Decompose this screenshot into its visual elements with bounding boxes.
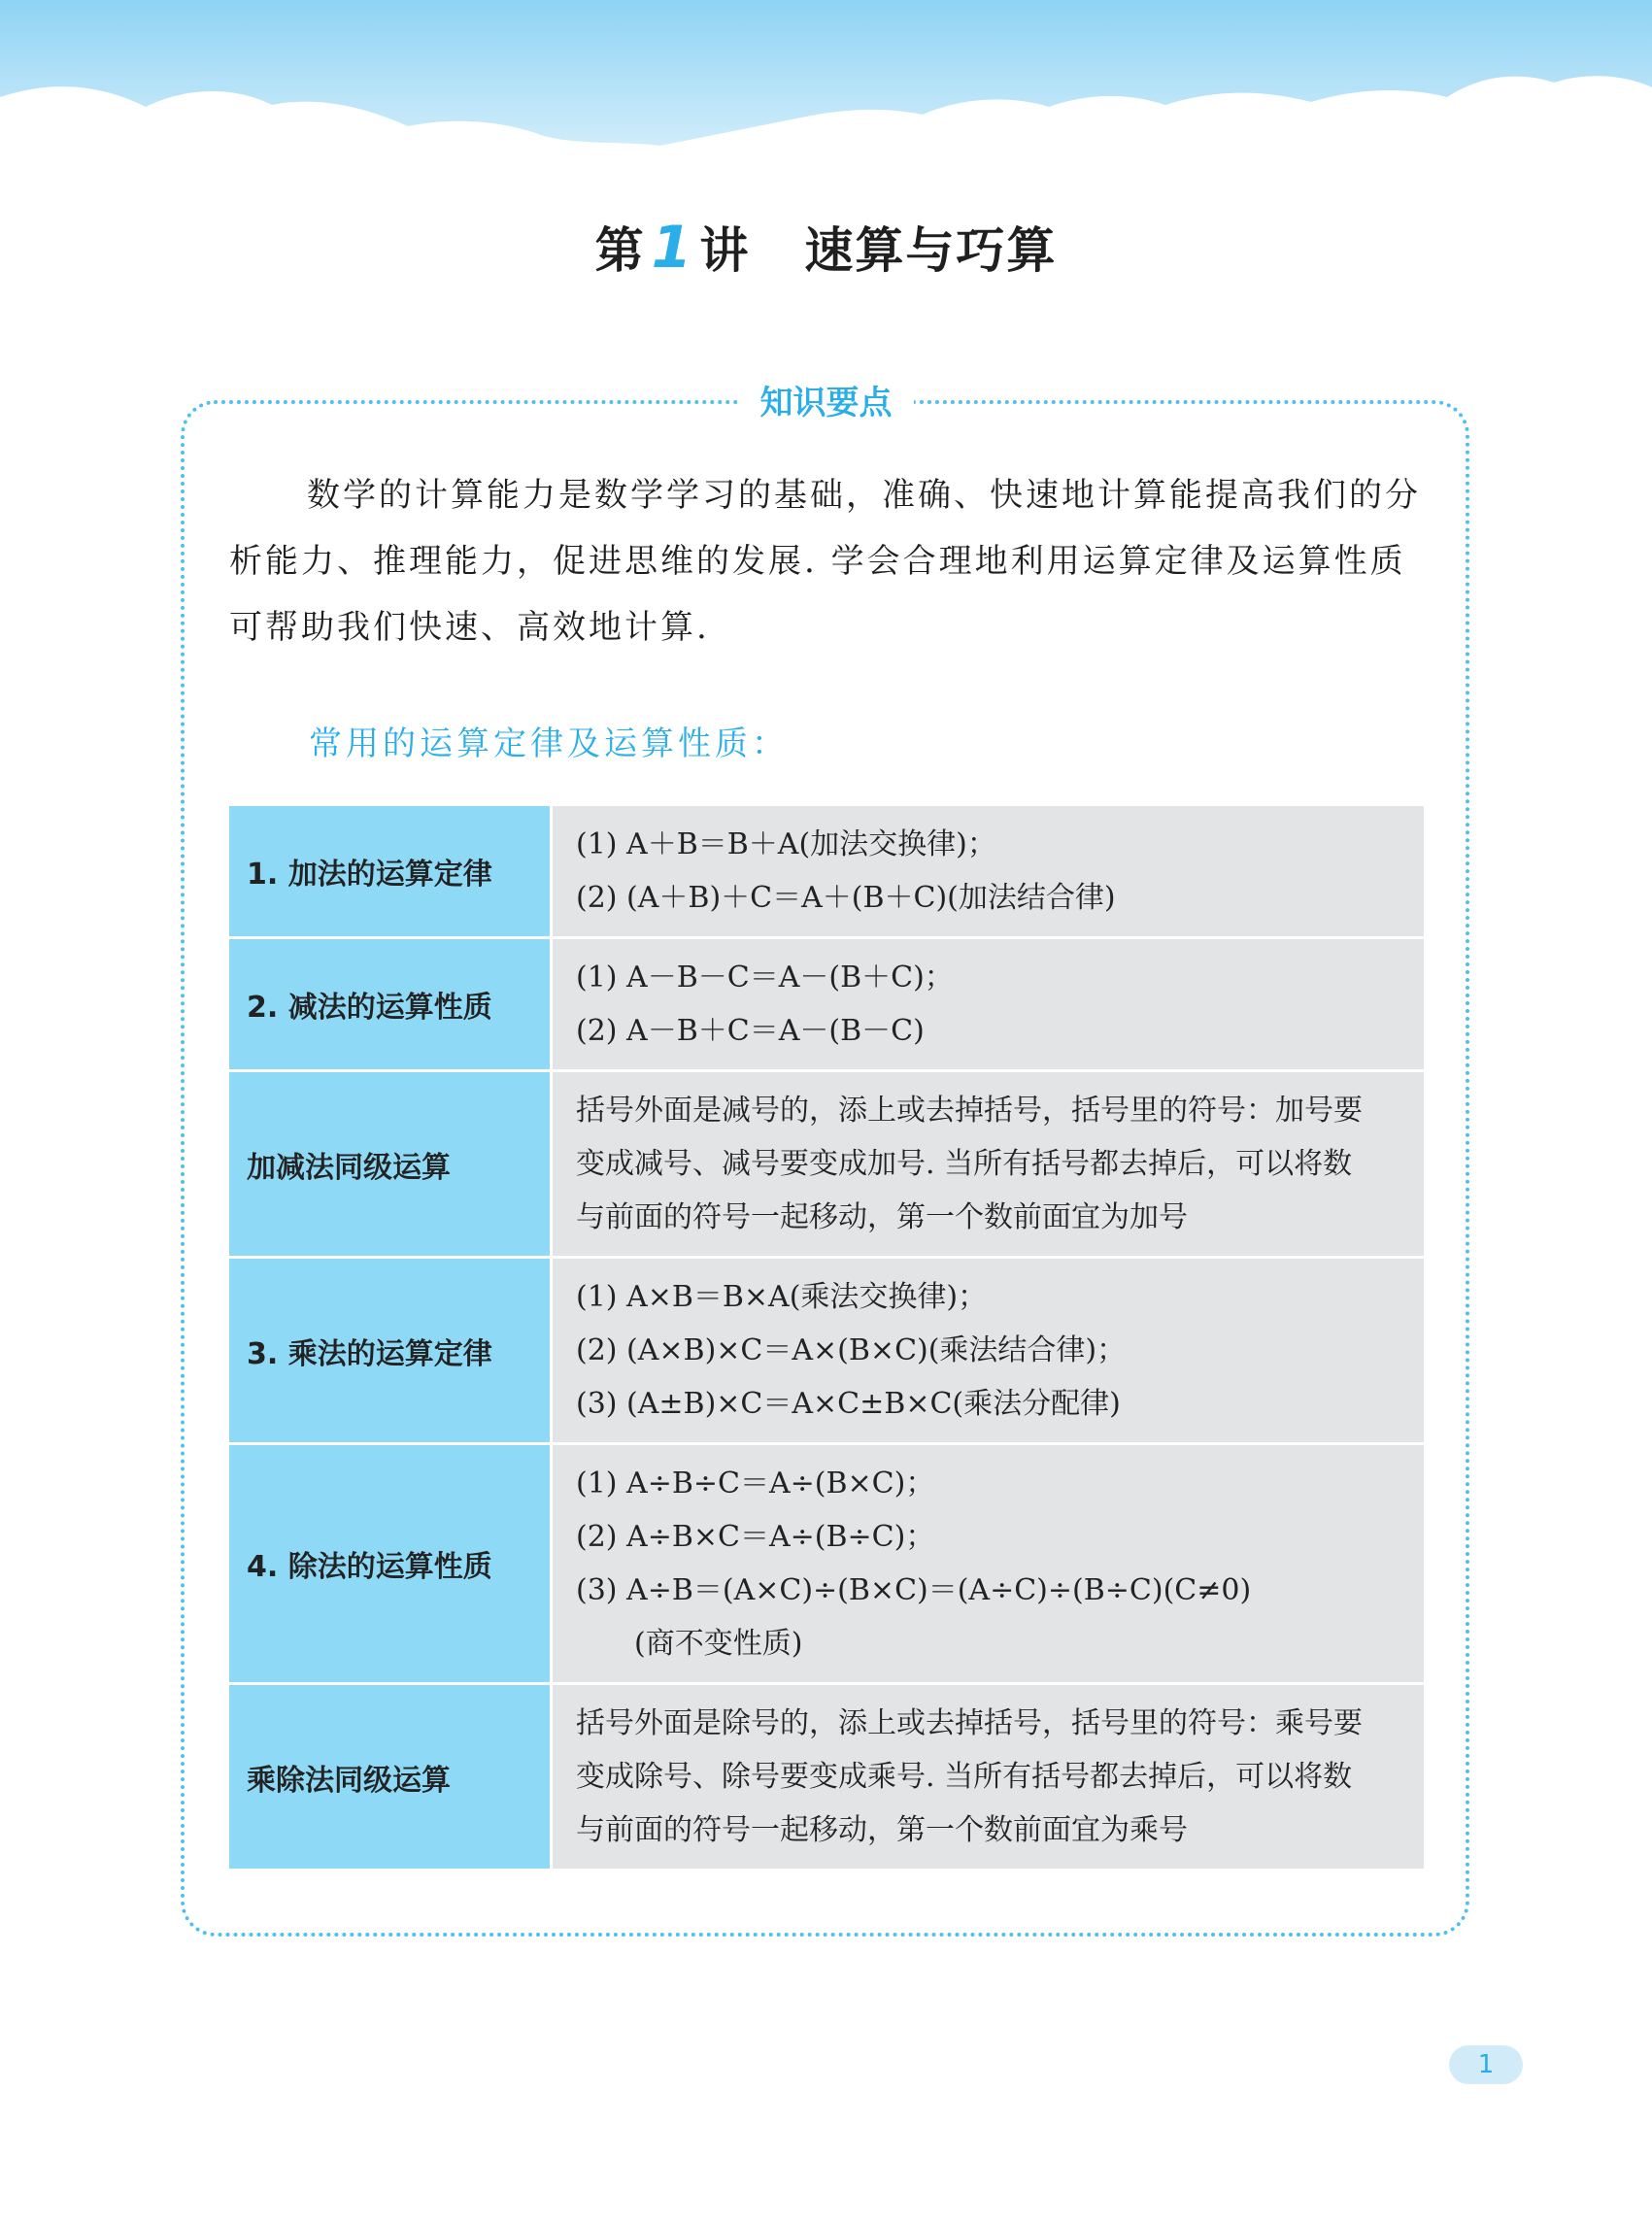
rule-category: 4. 除法的运算性质 xyxy=(229,1444,552,1684)
rule-line: 括号外面是除号的，添上或去掉括号，括号里的符号：乘号要 xyxy=(576,1706,1363,1740)
rule-content xyxy=(552,1071,1425,1258)
rule-content xyxy=(552,1258,1425,1444)
rule-line: 变成除号、除号要变成乘号. 当所有括号都去掉后，可以将数 xyxy=(576,1760,1353,1794)
page-number: 1 xyxy=(1449,2045,1523,2084)
rule-category: 1. 加法的运算定律 xyxy=(229,806,552,938)
title-text: 速算与巧算 xyxy=(804,221,1058,279)
intro-text: 数学的计算能力是数学学习的基础，准确、快速地计算能提高我们的分析能力、推理能力，促进思维的发展. 学会合理地利用运算定律及运算性质可帮助我们快速、高效地计算. xyxy=(229,476,1421,647)
rule-line: 与前面的符号一起移动，第一个数前面宜为加号 xyxy=(576,1200,1188,1234)
table-row xyxy=(229,1258,1424,1444)
table-row xyxy=(229,1684,1424,1871)
rule-line: 括号外面是减号的，添上或去掉括号，括号里的符号：加号要 xyxy=(576,1094,1363,1128)
rule-category: 3. 乘法的运算定律 xyxy=(229,1258,552,1444)
rule-line: (1) A－B－C＝A－(B＋C)； xyxy=(576,961,954,995)
rule-line: (1) A＋B＝B＋A(加法交换律)； xyxy=(576,827,996,861)
rules-table xyxy=(229,806,1424,1871)
rule-content xyxy=(552,1444,1425,1684)
rule-line: (3) A÷B＝(A×C)÷(B×C)＝(A÷C)÷(B÷C)(C≠0) xyxy=(576,1573,1252,1607)
rule-line: 与前面的符号一起移动，第一个数前面宜为乘号 xyxy=(576,1813,1188,1847)
rule-line: (1) A÷B÷C＝A÷(B×C)； xyxy=(576,1466,935,1500)
page-title xyxy=(0,212,1652,282)
rules-subheading: 常用的运算定律及运算性质： xyxy=(309,725,789,763)
table-row xyxy=(229,806,1424,938)
table-row xyxy=(229,1071,1424,1258)
rule-content xyxy=(552,806,1425,938)
title-prefix: 第 xyxy=(594,221,646,279)
rule-line: (2) A－B＋C＝A－(B－C) xyxy=(576,1014,925,1048)
rule-line: (2) A÷B×C＝A÷(B÷C)； xyxy=(576,1520,935,1554)
intro-paragraph xyxy=(229,462,1424,660)
rule-line: (2) (A＋B)＋C＝A＋(B＋C)(加法结合律) xyxy=(576,881,1116,915)
rule-line: (1) A×B＝B×A(乘法交换律)； xyxy=(576,1280,988,1314)
rule-line: (3) (A±B)×C＝A×C±B×C(乘法分配律) xyxy=(576,1387,1121,1421)
rule-line: 变成减号、减号要变成加号. 当所有括号都去掉后，可以将数 xyxy=(576,1147,1353,1181)
rule-line: (2) (A×B)×C＝A×(B×C)(乘法结合律)； xyxy=(576,1333,1127,1367)
knowledge-label-text: 知识要点 xyxy=(739,376,914,423)
rule-category: 加减法同级运算 xyxy=(229,1071,552,1258)
cloud-banner xyxy=(0,0,1652,165)
rule-line: (商不变性质) xyxy=(634,1627,803,1661)
rule-content xyxy=(552,1684,1425,1871)
table-row xyxy=(229,1444,1424,1684)
lecture-number: 1 xyxy=(651,214,694,282)
table-row xyxy=(229,938,1424,1071)
knowledge-label xyxy=(0,376,1652,423)
rule-content xyxy=(552,938,1425,1071)
rule-category: 乘除法同级运算 xyxy=(229,1684,552,1871)
rule-category: 2. 减法的运算性质 xyxy=(229,938,552,1071)
title-suffix: 讲 xyxy=(699,221,751,279)
